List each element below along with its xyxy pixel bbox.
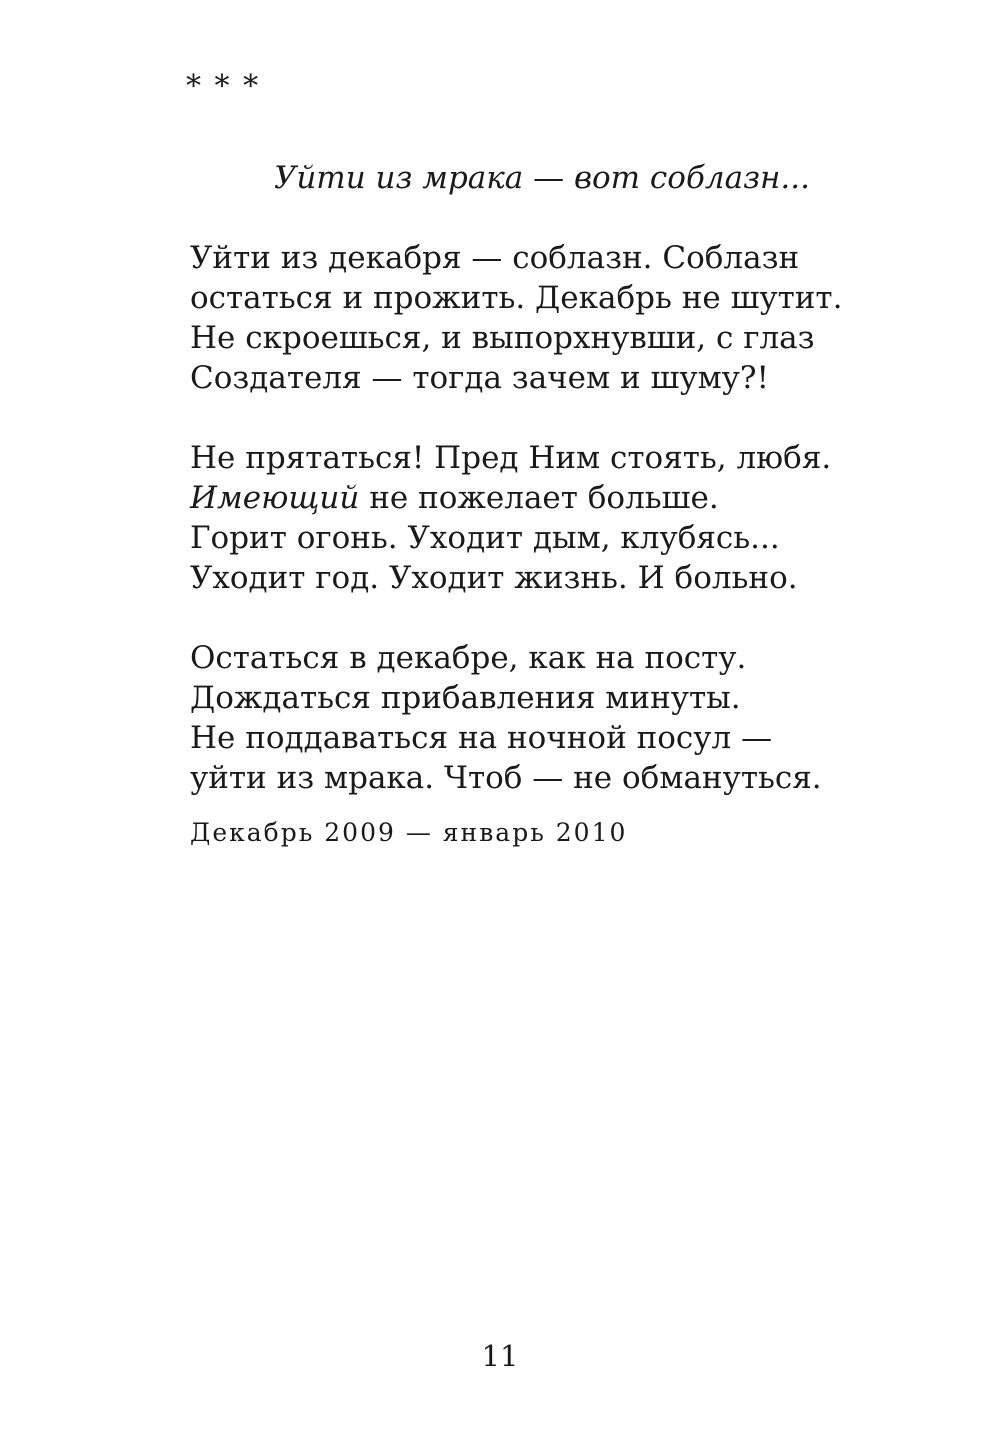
stanza-3 — [190, 638, 822, 798]
stanza-2 — [190, 438, 831, 598]
poem-line: Создателя — тогда зачем и шуму?! — [190, 360, 769, 396]
section-separator: * * * — [186, 69, 261, 104]
poem-line: уйти из мрака. Чтоб — не обмануться. — [190, 760, 822, 796]
poem-line: Горит огонь. Уходит дым, клубясь... — [190, 520, 780, 556]
line-text: не пожелает больше. — [359, 480, 719, 516]
poem-line: Не прятаться! Пред Ним стоять, любя. — [190, 440, 832, 476]
italic-word: Имеющий — [190, 480, 360, 516]
poem-line: Не скроешься, и выпорхнувши, с глаз — [190, 320, 815, 356]
poem-line: Уходит год. Уходит жизнь. И больно. — [190, 560, 798, 596]
poem-line: Уйти из декабря — соблазн. Соблазн — [190, 240, 800, 276]
page-number: 11 — [481, 1339, 519, 1373]
poem-line — [190, 478, 831, 518]
poem-line: Остаться в декабре, как на посту. — [190, 640, 747, 676]
stanza-1 — [190, 238, 842, 398]
epigraph: Уйти из мрака — вот соблазн... — [273, 160, 810, 196]
poem-line: Дождаться прибавления минуты. — [190, 680, 741, 716]
poem-line: остаться и прожить. Декабрь не шутит. — [190, 280, 843, 316]
poem-date: Декабрь 2009 — январь 2010 — [190, 818, 628, 847]
poem-line: Не поддаваться на ночной посул — — [190, 720, 773, 756]
